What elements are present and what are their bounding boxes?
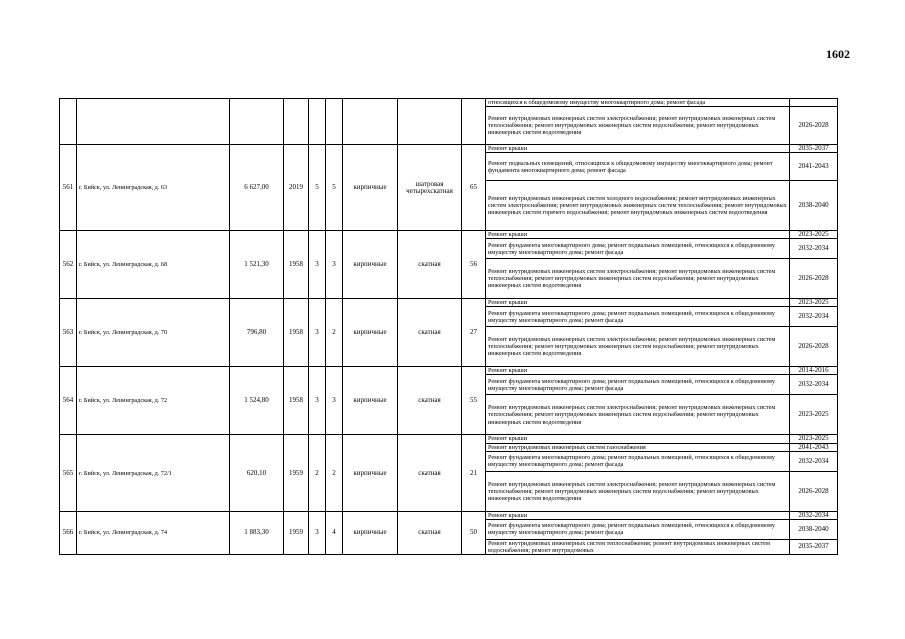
building-wall-material: кирпичные (343, 367, 398, 435)
building-roof-type: скатная (398, 367, 462, 435)
building-wall-material: кирпичные (343, 435, 398, 511)
building-apartments: 27 (462, 299, 486, 367)
building-floors: 3 (309, 367, 326, 435)
building-number: 561 (60, 145, 77, 231)
num-cell (60, 99, 77, 145)
building-apartments: 21 (462, 435, 486, 511)
work-period: 2032-2034 (790, 511, 838, 519)
work-period: 2023-2025 (790, 231, 838, 239)
work-period: 2032-2034 (790, 307, 838, 327)
area-cell (230, 99, 284, 145)
work-cell: относящихся к общедомовому имуществу многоквартирного дома; ремонт фасада (486, 99, 790, 107)
building-roof-type: скатная (398, 231, 462, 299)
work-description: Ремонт фундамента многоквартирного дома; ремонт подвальных помещений, относящихся к общедомовому имуществу многоквартирного дома; ремонт фасада (486, 519, 790, 539)
work-cell: Ремонт внутридомовых инженерных систем электроснабжения; ремонт внутридомовых инженерных систем теплоснабжения; ремонт внутридомовых инженерных систем водоснабжения; ремонт внутридомовых инженерных систем водоотведения (486, 107, 790, 145)
building-number: 564 (60, 367, 77, 435)
table-row (60, 145, 838, 153)
building-entrances: 4 (326, 511, 343, 554)
work-description: Ремонт внутридомовых инженерных систем газоснабжения (486, 443, 790, 451)
building-year: 1958 (284, 231, 309, 299)
period-cell (790, 99, 838, 107)
building-roof-type: шатровая четырехскатная (398, 145, 462, 231)
building-wall-material: кирпичные (343, 299, 398, 367)
building-floors: 3 (309, 511, 326, 554)
work-description: Ремонт фундамента многоквартирного дома; ремонт подвальных помещений, относящихся к общедомовому имуществу многоквартирного дома; ремонт фасада (486, 375, 790, 395)
work-description: Ремонт крыши (486, 511, 790, 519)
wall-cell (343, 99, 398, 145)
building-number: 565 (60, 435, 77, 511)
work-description: Ремонт внутридомовых инженерных систем электроснабжения; ремонт внутридомовых инженерных систем теплоснабжения; ремонт внутридомовых инженерных систем водоснабжения; ремонт внутридомовых инженерных систем водоотведения (486, 395, 790, 435)
work-period: 2026-2028 (790, 327, 838, 367)
apartments-cell (462, 99, 486, 145)
work-description: Ремонт внутридомовых инженерных систем холодного водоснабжения; ремонт внутридомовых инженерных систем электроснабжения; ремонт внутридомовых инженерных систем теплоснабжения; ремонт внутридомовых инженерных систем горячего водоснабжения; ремонт внутридомовых инженерных систем водоотведения (486, 181, 790, 231)
work-description: Ремонт крыши (486, 367, 790, 375)
table-row (60, 231, 838, 239)
building-floors: 2 (309, 435, 326, 511)
building-number: 562 (60, 231, 77, 299)
work-period: 2035-2037 (790, 145, 838, 153)
work-description: Ремонт подвальных помещений, относящихся к общедомовому имуществу многоквартирного дома; ремонт фундамента многоквартирного дома; ремонт фасада (486, 153, 790, 181)
work-description: Ремонт фундамента многоквартирного дома; ремонт подвальных помещений, относящихся к общедомовому имуществу многоквартирного дома; ремонт фасада (486, 239, 790, 259)
building-area: 1 521,30 (230, 231, 284, 299)
work-period: 2032-2034 (790, 451, 838, 471)
work-period: 2023-2025 (790, 435, 838, 443)
roof-cell (398, 99, 462, 145)
building-apartments: 56 (462, 231, 486, 299)
building-year: 1959 (284, 435, 309, 511)
building-entrances: 3 (326, 231, 343, 299)
work-description: Ремонт фундамента многоквартирного дома; ремонт подвальных помещений, относящихся к общедомовому имуществу многоквартирного дома; ремонт фасада (486, 307, 790, 327)
building-roof-type: скатная (398, 511, 462, 554)
work-period: 2041-2043 (790, 153, 838, 181)
address-cell (77, 99, 230, 145)
work-description: Ремонт фундамента многоквартирного дома; ремонт подвальных помещений, относящихся к общедомовому имуществу многоквартирного дома; ремонт фасада (486, 451, 790, 471)
work-period: 2032-2034 (790, 239, 838, 259)
work-period: 2038-2040 (790, 519, 838, 539)
table-row (60, 435, 838, 443)
work-period: 2023-2025 (790, 395, 838, 435)
building-year: 1959 (284, 511, 309, 554)
table-row (60, 299, 838, 307)
work-period: 2023-2025 (790, 299, 838, 307)
work-period: 2026-2028 (790, 471, 838, 511)
table-row (60, 367, 838, 375)
work-period: 2032-2034 (790, 375, 838, 395)
building-year: 1958 (284, 367, 309, 435)
building-entrances: 5 (326, 145, 343, 231)
building-roof-type: скатная (398, 435, 462, 511)
building-address: г. Бийск, ул. Ленинградская, д. 63 (77, 145, 230, 231)
work-description: Ремонт крыши (486, 299, 790, 307)
period-cell: 2026-2028 (790, 107, 838, 145)
building-entrances: 2 (326, 299, 343, 367)
building-area: 1 524,80 (230, 367, 284, 435)
building-address: г. Бийск, ул. Ленинградская, д. 72 (77, 367, 230, 435)
work-description: Ремонт крыши (486, 145, 790, 153)
building-apartments: 65 (462, 145, 486, 231)
work-description: Ремонт крыши (486, 435, 790, 443)
work-description: Ремонт внутридомовых инженерных систем теплоснабжения; ремонт внутридомовых инженерных систем водоснабжения; ремонт внутридомовых (486, 539, 790, 554)
building-address: г. Бийск, ул. Ленинградская, д. 70 (77, 299, 230, 367)
building-wall-material: кирпичные (343, 511, 398, 554)
work-description: Ремонт внутридомовых инженерных систем электроснабжения; ремонт внутридомовых инженерных систем теплоснабжения; ремонт внутридомовых инженерных систем водоснабжения; ремонт внутридомовых инженерных систем водоотведения (486, 259, 790, 299)
table-row (60, 99, 838, 107)
building-apartments: 55 (462, 367, 486, 435)
entrances-cell (326, 99, 343, 145)
building-number: 563 (60, 299, 77, 367)
building-area: 620,10 (230, 435, 284, 511)
building-address: г. Бийск, ул. Ленинградская, д. 74 (77, 511, 230, 554)
building-floors: 5 (309, 145, 326, 231)
building-wall-material: кирпичные (343, 145, 398, 231)
building-number: 566 (60, 511, 77, 554)
building-address: г. Бийск, ул. Ленинградская, д. 72/1 (77, 435, 230, 511)
floors-cell (309, 99, 326, 145)
building-year: 2019 (284, 145, 309, 231)
building-entrances: 2 (326, 435, 343, 511)
work-period: 2038-2040 (790, 181, 838, 231)
building-wall-material: кирпичные (343, 231, 398, 299)
building-year: 1958 (284, 299, 309, 367)
year-cell (284, 99, 309, 145)
work-period: 2026-2028 (790, 259, 838, 299)
work-period: 2014-2016 (790, 367, 838, 375)
building-area: 6 627,00 (230, 145, 284, 231)
building-entrances: 3 (326, 367, 343, 435)
building-floors: 3 (309, 299, 326, 367)
building-area: 796,80 (230, 299, 284, 367)
work-description: Ремонт внутридомовых инженерных систем электроснабжения; ремонт внутридомовых инженерных систем теплоснабжения; ремонт внутридомовых инженерных систем водоснабжения; ремонт внутридомовых инженерных систем водоотведения (486, 471, 790, 511)
table-row (60, 511, 838, 519)
page-number: 1602 (826, 47, 850, 61)
work-description: Ремонт внутридомовых инженерных систем электроснабжения; ремонт внутридомовых инженерных систем теплоснабжения; ремонт внутридомовых инженерных систем водоснабжения; ремонт внутридомовых инженерных систем водоотведения (486, 327, 790, 367)
building-address: г. Бийск, ул. Ленинградская, д. 68 (77, 231, 230, 299)
building-area: 1 883,30 (230, 511, 284, 554)
work-description: Ремонт крыши (486, 231, 790, 239)
building-floors: 3 (309, 231, 326, 299)
work-period: 2041-2043 (790, 443, 838, 451)
building-apartments: 50 (462, 511, 486, 554)
work-period: 2035-2037 (790, 539, 838, 554)
building-roof-type: скатная (398, 299, 462, 367)
repair-schedule-table (59, 98, 838, 555)
